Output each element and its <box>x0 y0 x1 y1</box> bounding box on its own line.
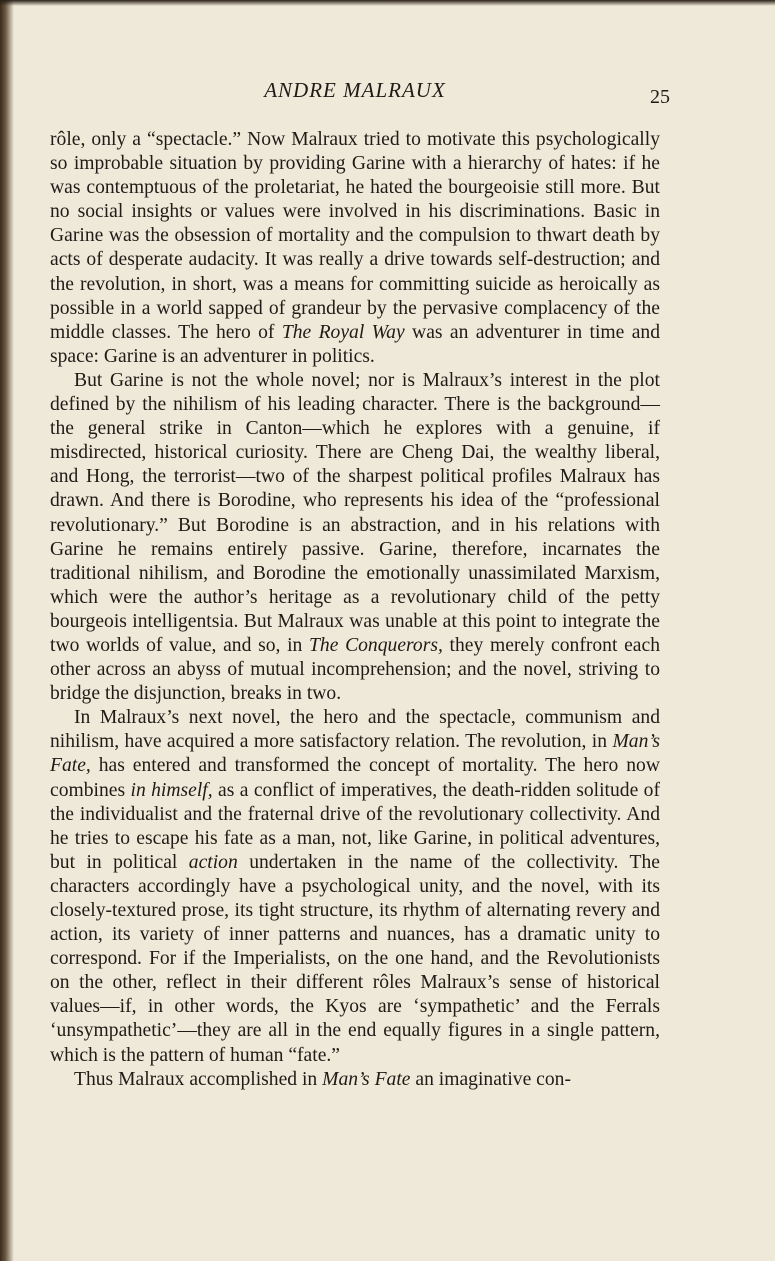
book-binding-shadow <box>0 0 14 1261</box>
text-segment: as a conflict of imperatives, the death-ridden solitude of the individualist and the fraternal drive of the revolutionary collectivity. And he tries to escape his fate as a man, not, like Garine, in political adventures, but in political <box>50 779 661 873</box>
running-title: ANDRE MALRAUX <box>264 78 446 102</box>
text-segment: But Garine is not the whole novel; nor is Malraux’s interest in the plot defined by the nihilism of his leading character. There is the background—the general strike in Canton—which he explores with a genuine, if misdirected, historical curiosity. There are Cheng Dai, the wealthy liberal, and Hong, the terrorist—two of the sharpest political profiles Malraux has drawn. And there is Borodine, who represents his idea of the “professional revolutionary.” But Borodine is an abstraction, and in his relations with Garine he remains entirely passive. Garine, therefore, incarnates the traditional nihilism, and Borodine the emotionally unassimilated Marxism, which were the author’s heritage as a revolutionary child of the petty bourgeois intelligentsia. But Malraux was unable at this point to integrate the two worlds of value, and so, in <box>50 369 660 656</box>
book-page <box>50 78 670 1092</box>
italic-emphasis: in himself, <box>130 779 213 801</box>
italic-emphasis: action <box>188 851 238 873</box>
page-number: 25 <box>650 86 670 108</box>
paragraph-3 <box>50 706 660 1067</box>
paragraph-4 <box>50 1068 660 1092</box>
page-top-edge <box>0 0 775 6</box>
text-segment: Thus Malraux accomplished in <box>74 1068 323 1090</box>
italic-title: Man’s Fate, <box>50 731 660 777</box>
running-head <box>50 78 670 114</box>
text-segment: they merely confront each other across an abyss of mutual incomprehension; and the novel, striving to bridge the disjunction, breaks in two. <box>50 634 660 705</box>
body-text <box>50 128 660 1092</box>
text-segment: has entered and transformed the concept of mortality. The hero now combines <box>50 755 660 801</box>
text-segment: an imaginative con- <box>410 1068 571 1090</box>
text-segment: rôle, only a “spectacle.” Now Malraux tried to motivate this psychologically so improbable situation by providing Garine with a hierarchy of hates: if he was contemptuous of the proletariat, he hated the bourgeoisie still more. But no social insights or values were involved in his discriminations. Basic in Garine was the obsession of mortality and the compulsion to thwart death by acts of desperate audacity. It was really a drive towards self-destruction; and the revolution, in short, was a means for committing suicide as heroically as possible in a world sapped of grandeur by the pervasive complacency of the middle classes. The hero of <box>50 129 660 343</box>
italic-title: The Conquerors, <box>309 634 443 656</box>
text-segment: undertaken in the name of the collectivity. The characters accordingly have a psychological unity, and the novel, with its closely-textured prose, its tight structure, its rhythm of alternating revery and action, its variety of inner patterns and nuances, has a dramatic unity to correspond. For if the Imperialists, on the one hand, and the Revolutionists on the other, reflect in their different rôles Malraux’s sense of historical values—if, in other words, the Kyos are ‘sympathetic’ and the Ferrals ‘unsympathetic’—they are all in the end equally figures in a single pattern, which is the pattern of human “fate.” <box>50 851 660 1066</box>
italic-title: Man’s Fate <box>322 1068 411 1090</box>
text-segment: In Malraux’s next novel, the hero and the spectacle, communism and nihilism, have acquired a more satisfactory relation. The revolution, in <box>50 707 660 753</box>
paragraph-1 <box>50 128 660 369</box>
italic-title: The Royal Way <box>281 321 405 343</box>
text-segment: was an adventurer in time and space: Garine is an adventurer in politics. <box>50 321 660 367</box>
paragraph-2 <box>50 369 660 706</box>
